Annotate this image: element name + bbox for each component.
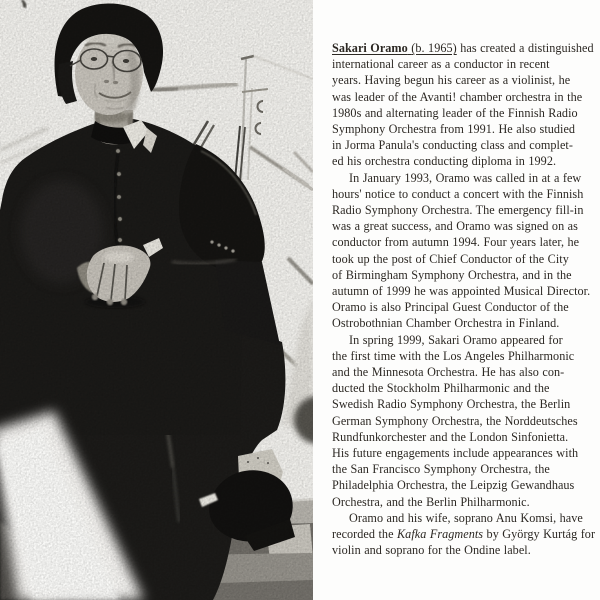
bio-line — [332, 542, 592, 558]
bio-line — [332, 396, 592, 412]
bio-text-segment: conductor from autumn 1994. Four years later, he — [332, 235, 580, 250]
bio-text-segment: ducted the Stockholm Philharmonic and the — [332, 381, 550, 396]
bio-line — [332, 526, 596, 542]
bio-line — [332, 380, 592, 396]
bio-text-segment: In January 1993, Oramo was called in at a few — [349, 170, 582, 185]
bio-line — [332, 510, 592, 526]
bio-text-segment: hours' notice to conduct a concert with the Finnish — [332, 186, 584, 201]
bio-line — [332, 445, 592, 461]
bio-text-segment: Oramo is also Principal Guest Conductor of the — [332, 300, 569, 315]
bio-text-segment: was leader of the Avanti! chamber orchestra in the — [332, 89, 583, 104]
bio-line — [332, 283, 592, 299]
bio-text-segment: was a great success, and Oramo was signed on as — [332, 219, 578, 234]
bio-text-segment: ed his orchestra conducting diploma in 1992. — [332, 154, 557, 169]
bio-text-segment: took up the post of Chief Conductor of the City — [332, 251, 569, 266]
bio-text-segment: Philadelphia Orchestra, the Leipzig Gewandhaus — [332, 478, 575, 493]
bio-text-segment: In spring 1999, Sakari Oramo appeared for — [349, 332, 563, 347]
bio-text-segment: Swedish Radio Symphony Orchestra, the Berlin — [332, 397, 571, 412]
bio-line — [332, 251, 592, 267]
bio-text-segment: years. Having begun his career as a violinist, he — [332, 73, 571, 88]
bio-line — [332, 121, 592, 137]
bio-text-segment: the first time with the Los Angeles Philharmonic — [332, 348, 575, 363]
bio-text-segment: the San Francisco Symphony Orchestra, the — [332, 462, 550, 477]
bio-line — [332, 170, 592, 186]
bio-paragraph — [332, 332, 592, 510]
bio-text-segment: Oramo and his wife, soprano Anu Komsi, have — [349, 510, 583, 525]
bio-text-segment: (b. 1965) — [411, 41, 457, 55]
bio-text-segment: German Symphony Orchestra, the Norddeutsches — [332, 413, 578, 428]
bio-text-segment: has created a distinguished — [456, 41, 594, 55]
bio-text-segment: Radio Symphony Orchestra. The emergency fill-in — [332, 203, 584, 218]
bio-line — [332, 234, 592, 250]
bio-line — [332, 494, 592, 510]
bio-line — [332, 348, 592, 364]
bio-line — [332, 137, 592, 153]
bio-text-segment: autumn of 1999 he was appointed Musical Director. — [332, 284, 591, 299]
bio-line — [332, 153, 592, 169]
bio-text-segment: His future engagements include appearances with — [332, 446, 579, 461]
bio-text-segment: by György Kurtág for — [483, 527, 596, 542]
bio-line — [332, 315, 592, 331]
bio-line — [332, 202, 592, 218]
bio-text-segment: Orchestra, and the Berlin Philharmonic. — [332, 494, 530, 509]
bio-line — [332, 267, 592, 283]
bio-line — [332, 429, 592, 445]
bio-text-segment: Rundfunkorchester and the London Sinfonietta. — [332, 429, 569, 444]
bio-line — [332, 364, 592, 380]
bio-text-segment: recorded the — [332, 527, 397, 542]
bio-paragraph — [332, 40, 592, 170]
bio-line — [332, 332, 592, 348]
bio-line — [332, 89, 592, 105]
bio-text-segment: violin and soprano for the Ondine label. — [332, 543, 531, 558]
bio-text-segment: Kafka Fragments — [397, 527, 484, 542]
bio-line — [332, 218, 592, 234]
bio-text-segment: 1980s and alternating leader of the Finnish Radio — [332, 105, 578, 120]
bio-line — [332, 413, 592, 429]
bio-text-segment: Ostrobothnian Chamber Orchestra in Finland. — [332, 316, 560, 331]
bio-text-segment: in Jorma Panula's conducting class and complet- — [332, 138, 573, 153]
bio-line — [332, 72, 592, 88]
bio-line — [332, 477, 592, 493]
bio-text-segment: Symphony Orchestra from 1991. He also studied — [332, 122, 576, 137]
bio-text-segment: and the Minnesota Orchestra. He has also con- — [332, 365, 565, 380]
bio-line — [332, 186, 592, 202]
bio-text-segment: of Birmingham Symphony Orchestra, and in the — [332, 267, 572, 282]
bio-line — [332, 299, 592, 315]
bio-line — [332, 40, 592, 56]
bio-line — [332, 105, 592, 121]
bio-line — [332, 461, 592, 477]
bio-paragraph — [332, 510, 596, 559]
bio-paragraph — [332, 170, 592, 332]
bio-line — [332, 56, 592, 72]
bio-text-segment: Sakari Oramo — [332, 41, 408, 55]
bio-text-column — [332, 40, 596, 559]
bio-text-segment: international career as a conductor in recent — [332, 57, 550, 72]
